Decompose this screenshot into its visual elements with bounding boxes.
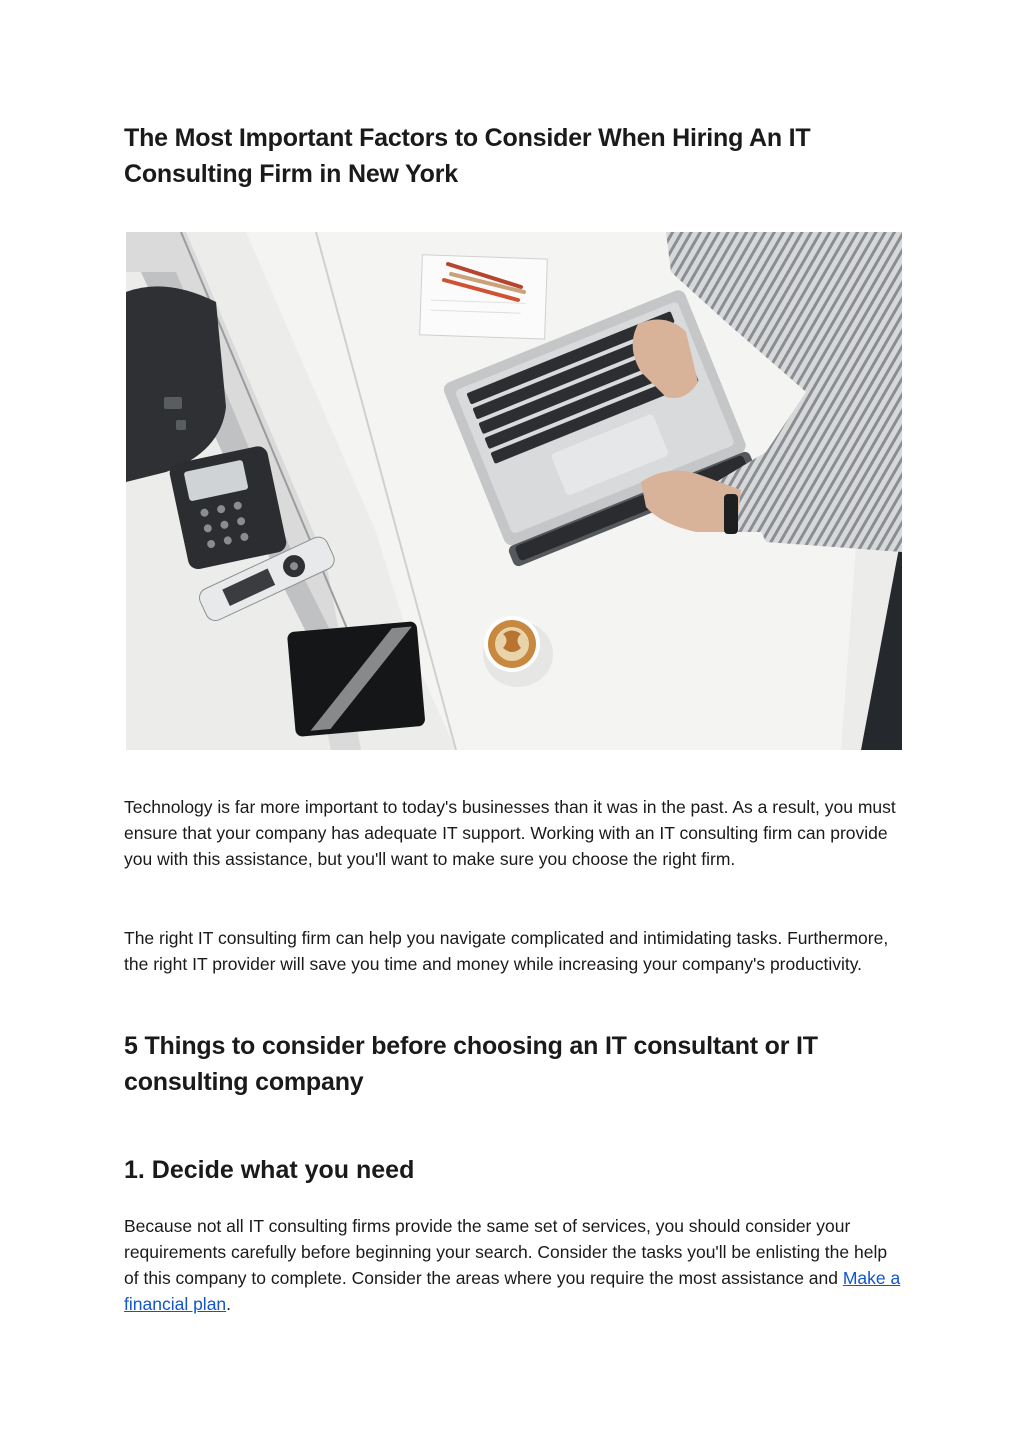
subsection-paragraph	[124, 1213, 904, 1317]
article-title: The Most Important Factors to Consider When Hiring An IT Consulting Firm in New York	[124, 124, 811, 188]
subsection-paragraph-text: Because not all IT consulting firms provide the same set of services, you should consider your requirements carefully before beginning your search. Consider the tasks you'll be enlisting the help of this company to complete. Consider the areas where you require the most assistance and	[124, 1216, 888, 1288]
subsection-heading: 1. Decide what you need	[124, 1156, 415, 1184]
intro-paragraph: Technology is far more important to today's businesses than it was in the past. As a result, you must ensure that your company has adequate IT support. Working with an IT consulting firm can provide you with this assistance, but you'll want to make sure you choose the right firm.	[124, 797, 896, 869]
office-desk-photo-icon	[126, 232, 902, 750]
section-heading: 5 Things to consider before choosing an IT consultant or IT consulting company	[124, 1032, 818, 1096]
second-paragraph: The right IT consulting firm can help you navigate complicated and intimidating tasks. Furthermore, the right IT provider will save you time and money while increasing your company's productivity.	[124, 928, 889, 974]
subsection-paragraph-end: .	[226, 1294, 232, 1314]
hero-image	[126, 232, 902, 750]
financial-plan-link[interactable]: Make a financial plan	[124, 1268, 901, 1314]
